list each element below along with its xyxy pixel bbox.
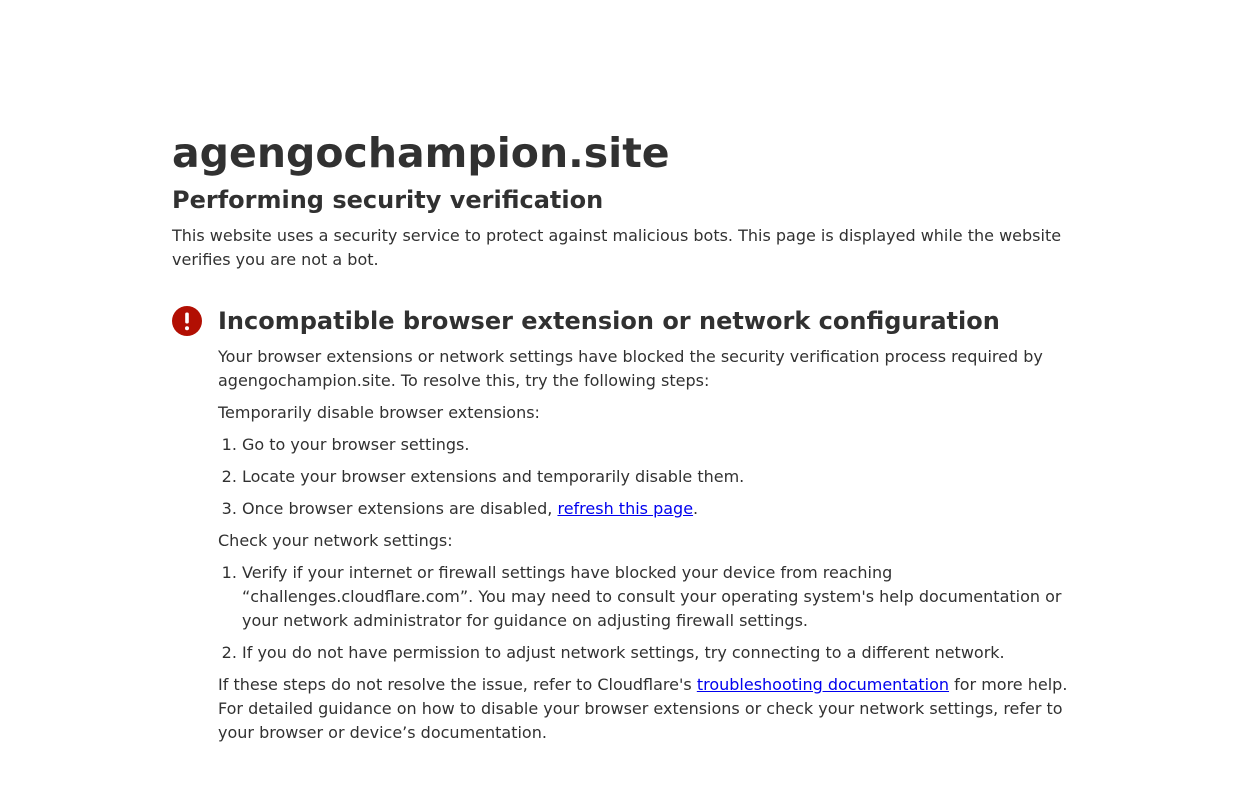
error-description: Your browser extensions or network settings have blocked the security verification process required by agengochampion.site. To resolve this, try the following steps: [218,347,1043,390]
extension-steps-list [218,433,1072,521]
step-text-suffix: . [693,499,699,518]
main-content [172,128,1072,745]
error-heading: Incompatible browser extension or network configuration [218,307,1000,335]
network-label: Check your network settings: [218,531,453,550]
list-item: 2. Locate your browser extensions and temporarily disable them. [242,465,1072,489]
intro-text: This website uses a security service to protect against malicious bots. This page is displayed while the website verifies you are not a bot. [172,226,1062,269]
troubleshooting-documentation-link[interactable]: troubleshooting documentation [696,675,950,694]
error-section [172,305,1072,745]
page-subtitle: Performing security verification [172,186,604,214]
final-note [218,673,1072,745]
step-text: Once browser extensions are disabled, [242,499,558,518]
final-note-text: If these steps do not resolve the issue, refer to Cloudflare's [218,675,697,694]
refresh-page-link[interactable]: refresh this page [557,499,694,518]
final-note-suffix: for more help. For detailed guidance on how to disable your browser extensions or check your network settings, refer to your browser or device’s documentation. [218,675,1068,742]
list-item: 1. Verify if your internet or firewall settings have blocked your device from reaching “challenges.cloudflare.com”. You may need to consult your operating system's help documentation or your network administrator for guidance on adjusting firewall settings. [242,561,1072,633]
list-item: 1. Go to your browser settings. [242,433,1072,457]
list-item: 2. If you do not have permission to adjust network settings, try connecting to a different network. [242,641,1072,665]
exclamation-circle-icon [172,306,202,336]
network-steps-list [218,561,1072,665]
site-title: agengochampion.site [172,129,670,177]
extensions-label: Temporarily disable browser extensions: [218,403,540,422]
list-item [242,497,1072,521]
